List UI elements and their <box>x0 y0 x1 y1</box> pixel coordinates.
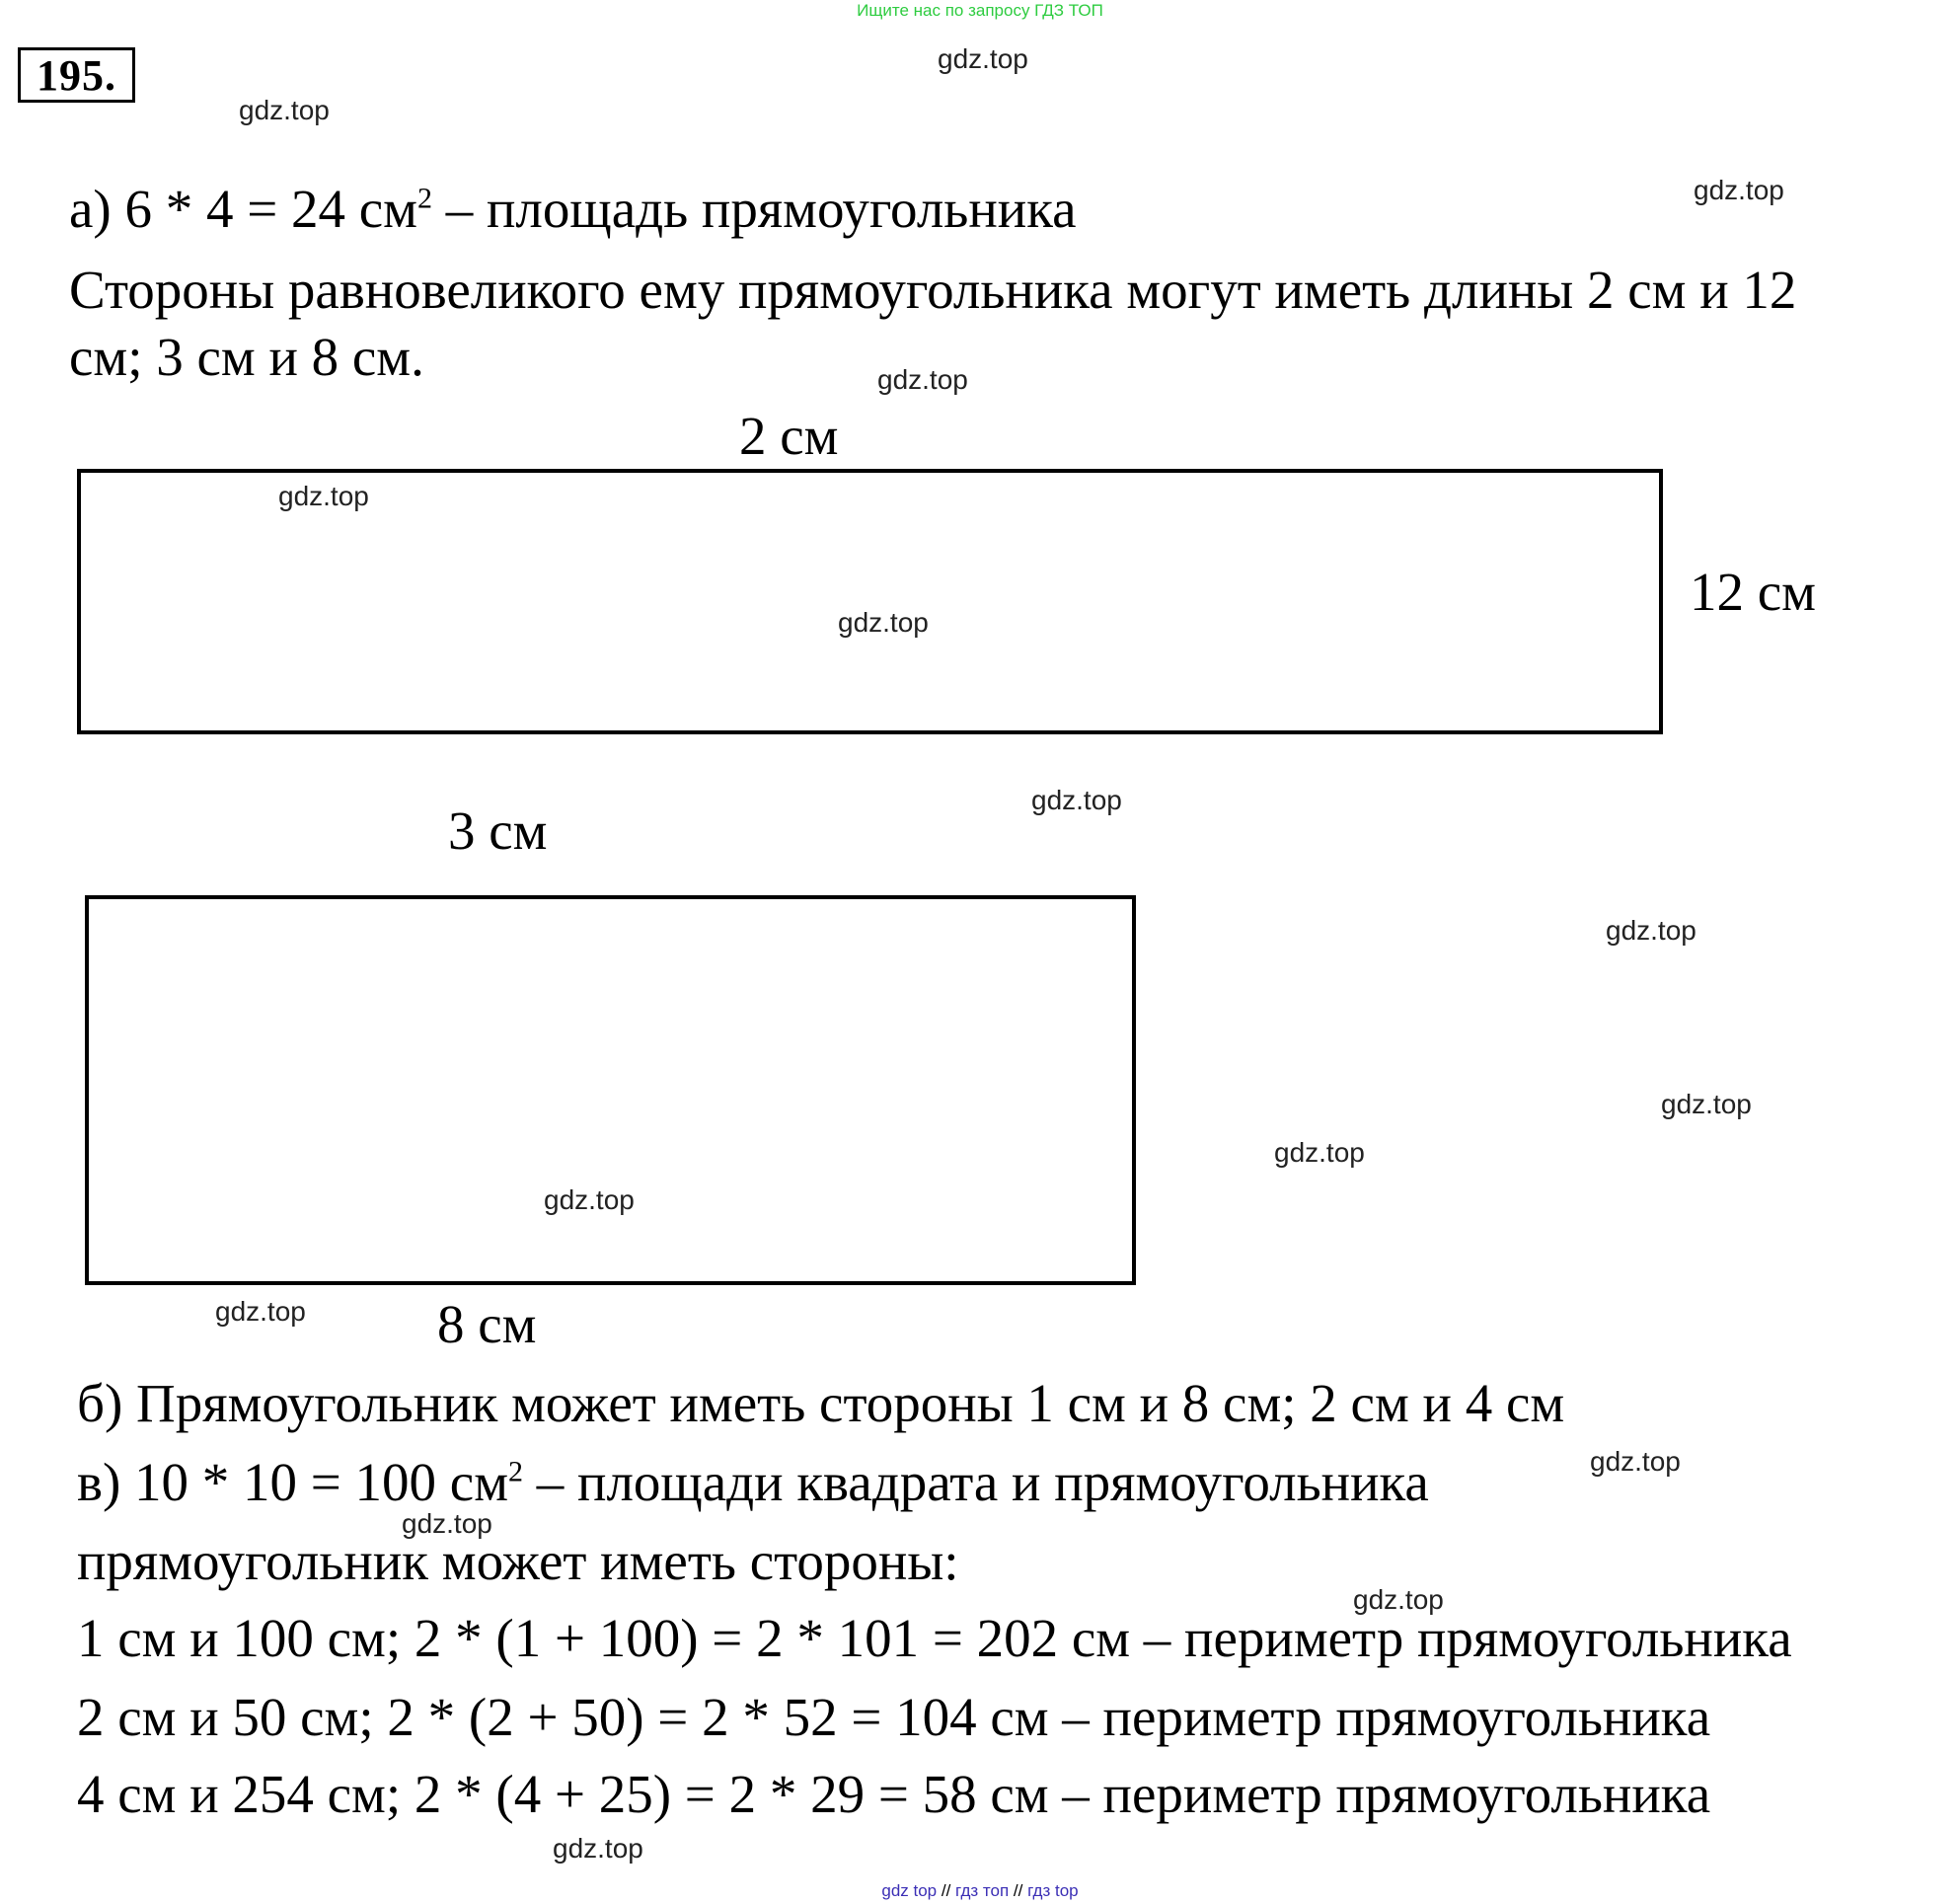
footer-separator: // <box>941 1881 951 1900</box>
watermark: gdz.top <box>215 1296 306 1327</box>
footer <box>0 1881 1960 1901</box>
figure-2-rectangle <box>85 895 1136 1285</box>
watermark: gdz.top <box>1590 1446 1681 1477</box>
part-b-line: б) Прямоугольник может иметь стороны 1 см и 8 см; 2 см и 4 см <box>77 1373 1565 1433</box>
part-v-line-4: 2 см и 50 см; 2 * (2 + 50) = 2 * 52 = 104 см – периметр прямоугольника <box>77 1687 1711 1747</box>
part-a-line-1-sup: 2 <box>416 182 432 215</box>
part-v-line-1-sup: 2 <box>508 1455 524 1488</box>
problem-number: 195. <box>18 47 135 103</box>
part-a-line-2: Стороны равновеликого ему прямоугольника могут иметь длины 2 см и 12 <box>69 260 1797 320</box>
watermark: gdz.top <box>278 481 369 511</box>
footer-separator: // <box>1013 1881 1023 1900</box>
figure-2-bottom-label: 8 см <box>437 1294 537 1354</box>
watermark: gdz.top <box>553 1833 643 1864</box>
footer-part-1: gdz top <box>881 1881 938 1900</box>
part-a-line-1-tail: – площадь прямоугольника <box>431 179 1077 239</box>
footer-part-2: гдз топ <box>955 1881 1010 1900</box>
watermark: gdz.top <box>239 95 330 125</box>
part-a-line-3: см; 3 см и 8 см. <box>69 327 424 387</box>
part-v-line-3: 1 см и 100 см; 2 * (1 + 100) = 2 * 101 = 202 см – периметр прямоугольника <box>77 1608 1792 1668</box>
figure-1-top-label: 2 см <box>739 406 839 466</box>
watermark: gdz.top <box>1353 1584 1444 1615</box>
part-a-line-1-main: а) 6 * 4 = 24 см <box>69 179 417 239</box>
watermark: gdz.top <box>838 607 929 638</box>
part-v-line-1 <box>77 1451 1429 1513</box>
figure-1-side-label: 12 см <box>1690 562 1816 622</box>
watermark: gdz.top <box>1661 1089 1752 1119</box>
part-v-line-1-main: в) 10 * 10 = 100 см <box>77 1452 509 1512</box>
part-v-line-1-tail: – площади квадрата и прямоугольника <box>523 1452 1429 1512</box>
footer-part-3: гдз top <box>1027 1881 1079 1900</box>
watermark: gdz.top <box>1694 175 1784 205</box>
part-v-line-5: 4 см и 254 см; 2 * (4 + 25) = 2 * 29 = 58 см – периметр прямоугольника <box>77 1764 1711 1824</box>
figure-2-top-label: 3 см <box>448 800 548 861</box>
watermark: gdz.top <box>544 1184 635 1215</box>
watermark: gdz.top <box>402 1508 492 1539</box>
watermark: gdz.top <box>1274 1137 1365 1168</box>
watermark: gdz.top <box>877 364 968 395</box>
watermark: gdz.top <box>938 43 1028 74</box>
top-banner: Ищите нас по запросу ГДЗ ТОП <box>857 1 1103 20</box>
watermark: gdz.top <box>1031 785 1122 815</box>
watermark: gdz.top <box>1606 915 1696 946</box>
part-v-line-2: прямоугольник может иметь стороны: <box>77 1531 959 1591</box>
figure-1-rectangle <box>77 469 1663 734</box>
part-a-line-1 <box>69 178 1077 240</box>
